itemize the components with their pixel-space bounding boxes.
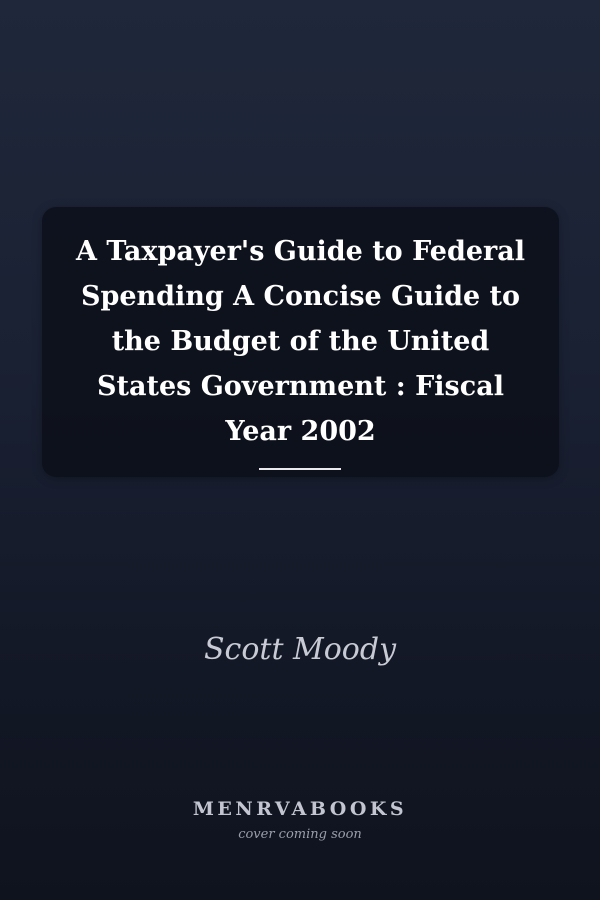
publisher-name: MENRVABOOKS — [192, 798, 408, 820]
book-title: A Taxpayer's Guide to Federal Spending A Concise Guide to the Budget of the United States Government : Fiscal Year 2002 — [76, 236, 525, 447]
cover-note: cover coming soon — [238, 827, 362, 842]
title-panel — [42, 207, 559, 477]
author-name: Scott Moody — [203, 632, 397, 667]
title-divider — [259, 468, 341, 470]
